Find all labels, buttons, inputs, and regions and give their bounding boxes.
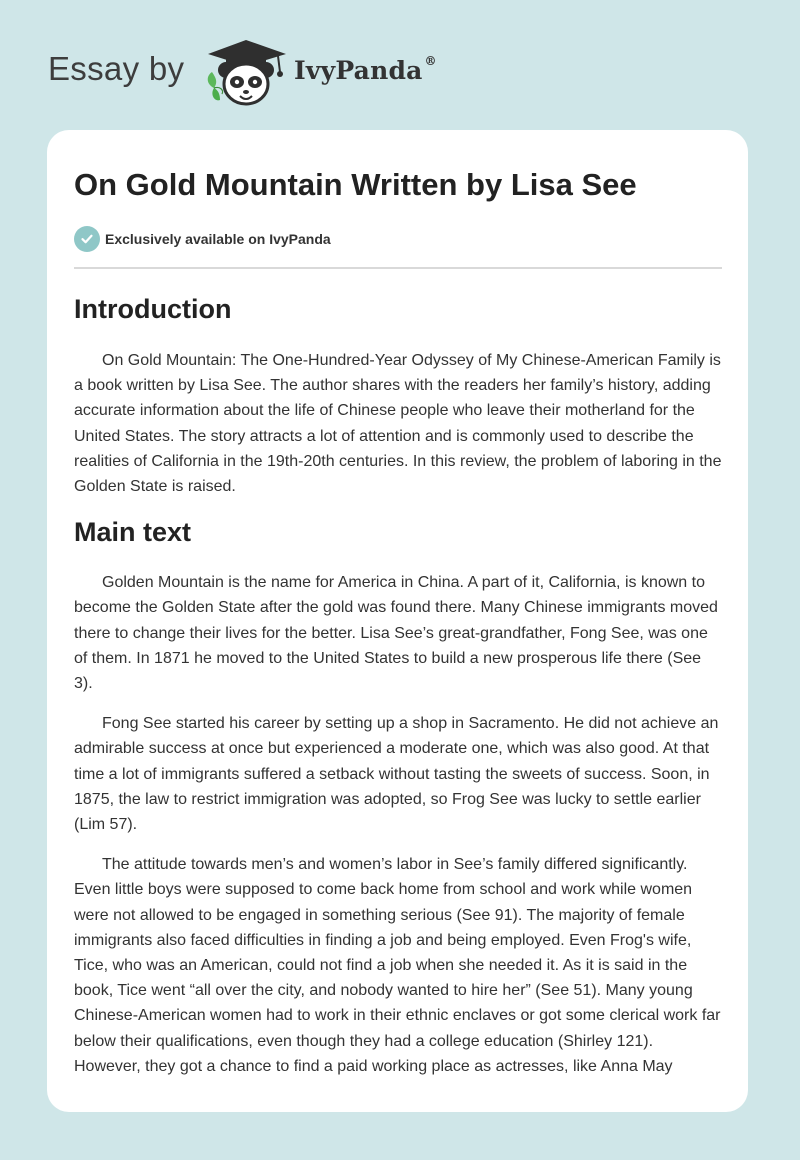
section-heading-main-text: Main text xyxy=(74,517,192,548)
paragraph: Fong See started his career by setting up a shop in Sacramento. He did not achieve an admirable success at once but experienced a moderate one, which was also good. At that time a lot of immigrants suffered a setback without tasting the sweets of success. Soon, in 1875, the law to restrict immigration was adopted, so Frog See was lucky to settle earlier (Lim 57). xyxy=(74,715,719,834)
brand-name-text: IvyPanda xyxy=(294,56,423,85)
site-header xyxy=(0,0,800,130)
paragraph: The attitude towards men’s and women’s labor in See’s family differed significantly. Even little boys were supposed to come back home from school and work while women were not allowed to be engaged in something serious (See 91). The majority of female immigrants also faced difficulties in finding a job and being employed. Even Frog's wife, Tice, who was an American, could not find a job when she needed it. As it is said in the book, Tice went “all over the city, and nobody wanted to hire her” (See 51). Many young Chinese-American women had to work in their ethnic enclaves or got some clerical work far below their qualifications, even though they had a college education (Shirley 121). However, they got a chance to find a paid working place as actresses, like Anna May xyxy=(74,856,721,1075)
paragraph: Golden Mountain is the name for America in China. A part of it, California, is known to become the Golden State after the gold was found there. Many Chinese immigrants moved there to change their lives for the better. Lisa See’s great-grandfather, Fong See, was one of them. In 1871 he moved to the United States to build a new prosperous life there (See 3). xyxy=(74,574,718,693)
ivypanda-logo-icon[interactable] xyxy=(200,36,292,108)
essay-card xyxy=(47,130,748,1112)
page-title: On Gold Mountain Written by Lisa See xyxy=(74,167,637,202)
divider xyxy=(74,267,722,269)
paragraph: On Gold Mountain: The One-Hundred-Year Odyssey of My Chinese-American Family is a book written by Lisa See. The author shares with the readers her family’s history, adding accurate information about the life of Chinese people who leave their motherland for the United States. The story attracts a lot of attention and is commonly used to describe the realities of California in the 19th-20th centuries. In this review, the problem of laboring in the Golden State is raised. xyxy=(74,352,722,496)
brand-name[interactable] xyxy=(294,56,437,85)
check-circle-icon xyxy=(74,226,100,252)
registered-mark: ® xyxy=(424,54,437,68)
exclusive-label: Exclusively available on IvyPanda xyxy=(105,231,331,247)
essay-content xyxy=(74,130,722,1079)
essay-by-label: Essay by xyxy=(48,50,185,87)
section-heading-introduction: Introduction xyxy=(74,294,232,324)
exclusive-badge xyxy=(74,226,722,252)
